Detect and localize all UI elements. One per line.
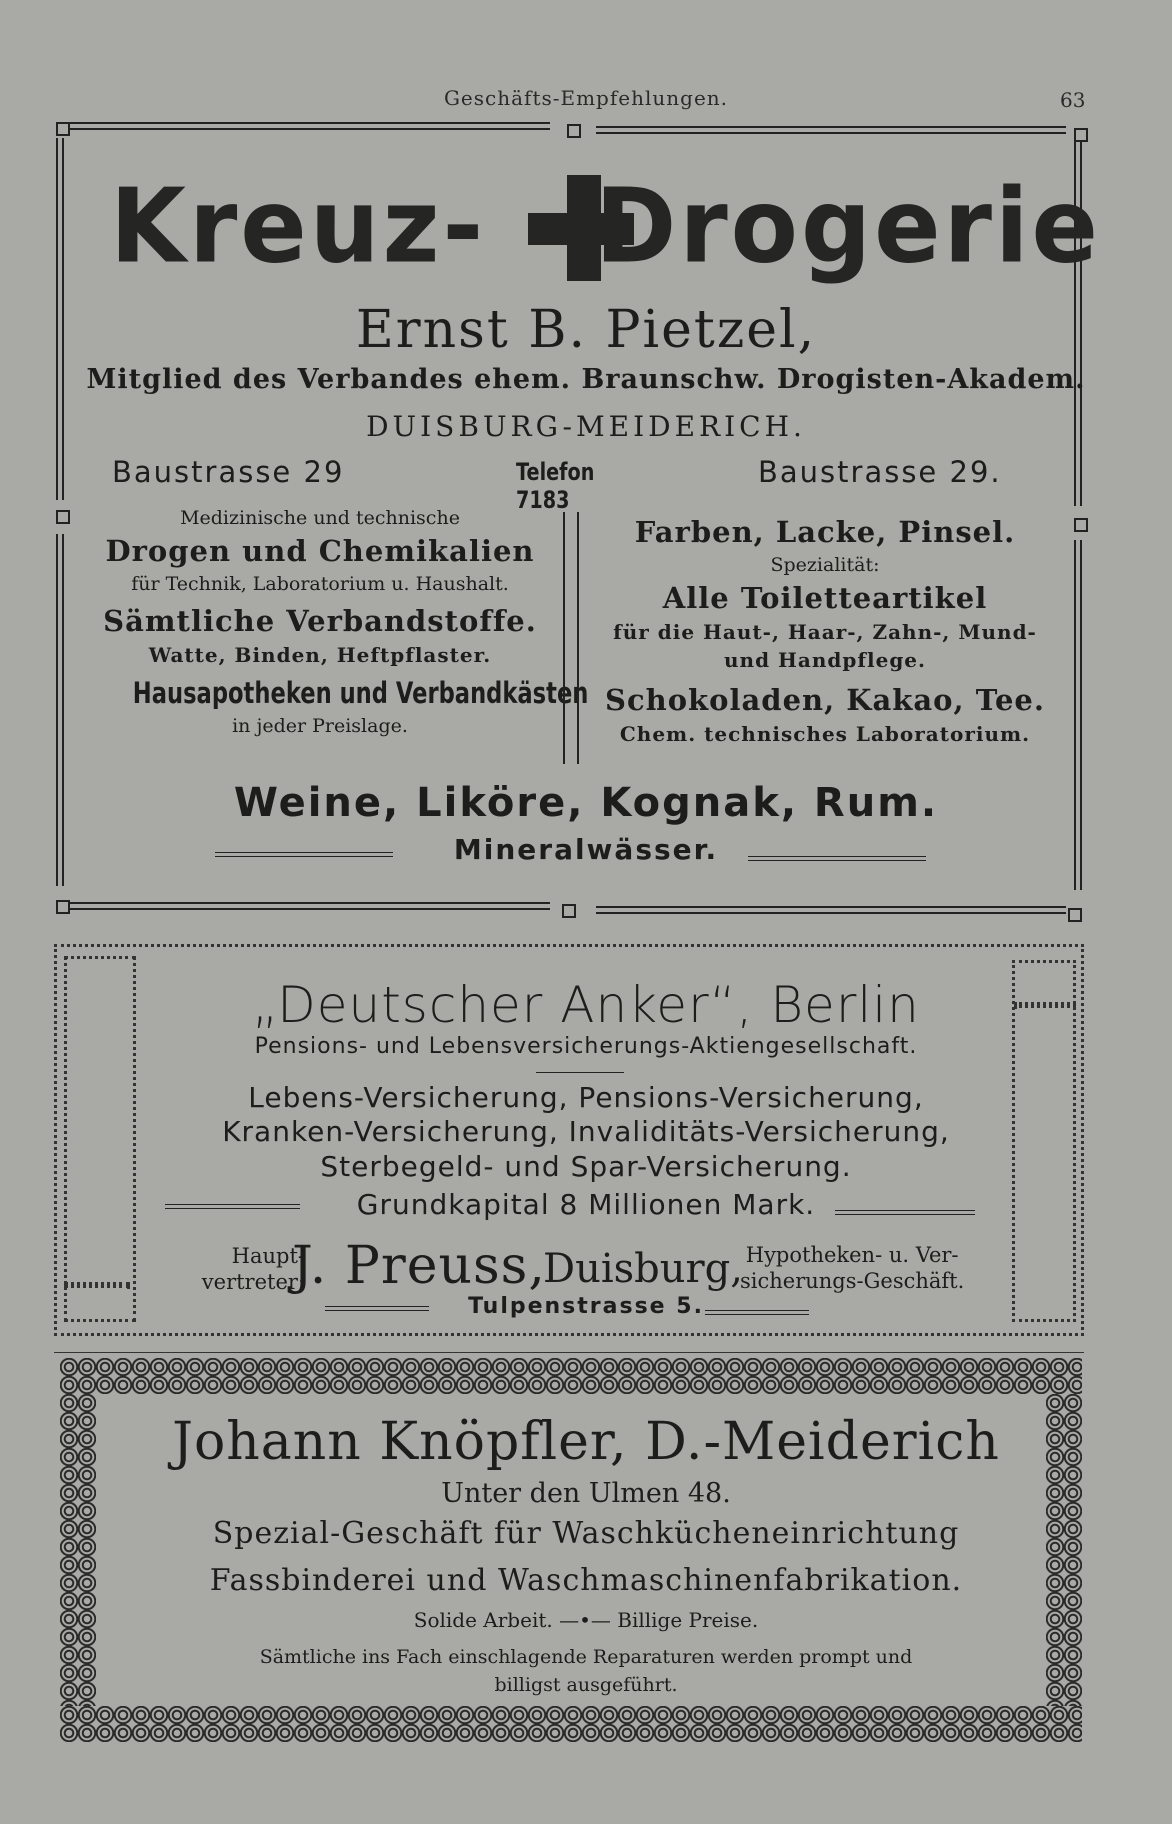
frame-corner-ornament [56,510,70,524]
ornate-border-bottom [60,1706,1082,1742]
page-number: 63 [1060,88,1086,112]
frame-corner-ornament [1074,518,1088,532]
right-col-line: Spezialität: [770,554,880,576]
representative-street: Tulpenstrasse 5. [468,1294,704,1319]
ornate-border-top [60,1358,1082,1394]
insurance-line: Sterbegeld- und Spar-Versicherung. [320,1150,852,1183]
representative-label [165,1243,305,1295]
address-right: Baustrasse 29. [758,455,1002,489]
left-col-line: Medizinische und technische [180,507,460,529]
logo-word-right: Drogerie [595,167,1102,287]
left-col-line: Sämtliche Verbandstoffe. [103,604,537,638]
right-col-line: und Handpflege. [724,648,926,672]
insurer-subtitle: Pensions- und Lebensversicherungs-Aktiengesellschaft. [254,1034,918,1059]
frame-corner-ornament [56,122,70,136]
left-col-line: Watte, Binden, Heftpflaster. [148,643,492,667]
frame-rule-top-left [68,122,550,130]
representative-name: J. Preuss, [292,1236,546,1296]
representative-label-line: Haupt- [231,1244,305,1268]
repairs-line: Sämtliche ins Fach einschlagende Reparaturen werden prompt und [259,1646,913,1668]
right-col-line: Schokoladen, Kakao, Tee. [605,683,1045,717]
right-col-line: für die Haut-, Haar-, Zahn-, Mund- [613,620,1037,644]
column-divider [563,512,579,764]
frame-rule-top-right [596,126,1066,134]
mineral-water-line: Mineralwässer. [453,833,719,866]
running-title: Geschäfts-Empfehlungen. [443,86,729,110]
business-line: Spezial-Geschäft für Waschkücheneinrichtung [212,1516,960,1551]
left-col-line: in jeder Preislage. [232,715,408,737]
representative-business-line: sicherungs-Geschäft. [740,1269,965,1293]
frame-corner-ornament [1074,128,1088,142]
liquor-line: Weine, Liköre, Kognak, Rum. [233,780,939,826]
right-col-line: Chem. technisches Laboratorium. [619,722,1031,746]
left-column [80,505,589,739]
representative-business-line: Hypotheken- u. Ver- [745,1243,959,1267]
business-address: Unter den Ulmen 48. [441,1478,731,1509]
insurer-title: „Deutscher Anker“, Berlin [252,976,920,1034]
frame-corner-ornament [56,900,70,914]
right-col-line: Farben, Lacke, Pinsel. [634,515,1016,549]
insurance-line: Kranken-Versicherung, Invaliditäts-Versicherung, [222,1115,950,1148]
insurance-line: Lebens-Versicherung, Pensions-Versicherung, [248,1081,924,1114]
right-col-line: Alle Toiletteartikel [662,581,988,615]
left-col-line: Hausapotheken und Verbandkästen [132,676,589,710]
rule-right [835,1210,975,1215]
membership-line: Mitglied des Verbandes ehem. Braunschw. Drogisten-Akadem. [86,364,1086,395]
owner-name: Ernst B. Pietzel, [355,300,817,360]
logo-word-left: Kreuz- [110,167,487,287]
business-line: Fassbinderei und Waschmaschinenfabrikation. [209,1563,963,1598]
rule-right [748,856,926,861]
frame-corner-ornament [567,124,581,138]
address-left: Baustrasse 29 [112,455,345,489]
frame-corner-ornament [562,904,576,918]
capital-line: Grundkapital 8 Millionen Mark. [356,1188,816,1221]
left-col-line: für Technik, Laboratorium u. Haushalt. [131,573,509,595]
left-col-line: Drogen und Chemikalien [105,534,535,568]
section-divider [54,1352,1084,1353]
frame-rule-bottom-right [596,906,1066,914]
rule-right [705,1310,809,1315]
frame-corner-ornament [1068,908,1082,922]
dotted-frame-left-divider [64,1282,130,1288]
repairs-line: billigst ausgeführt. [494,1674,678,1696]
representative-business [740,1242,964,1294]
drogerie-logo [60,162,1100,292]
representative-city: Duisburg, [543,1246,743,1292]
frame-rule-bottom-left [68,902,550,910]
phone-number: Telefon 7183 [516,458,595,514]
city-line: DUISBURG-MEIDERICH. [366,410,806,443]
representative-label-line: vertreter: [201,1270,305,1294]
short-rule [536,1072,624,1073]
business-title: Johann Knöpfler, D.-Meiderich [172,1412,1000,1472]
business-slogan: Solide Arbeit. —•— Billige Preise. [413,1608,759,1632]
right-column [590,512,1060,748]
